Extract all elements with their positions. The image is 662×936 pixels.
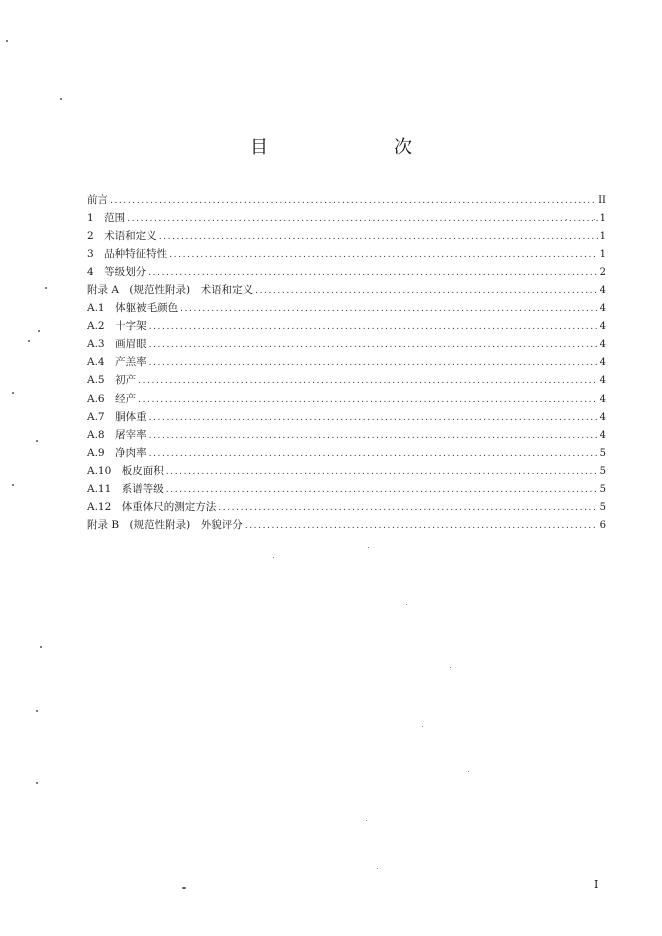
- toc-entry-label: A.4 产羔率: [87, 356, 147, 369]
- scan-speck: [366, 820, 367, 821]
- toc-entry-label: A.2 十字架: [87, 320, 147, 333]
- toc-leader-dots: [149, 409, 598, 427]
- toc-entry: [87, 263, 606, 281]
- toc-entry-page: 4: [599, 321, 606, 333]
- scan-speck: [36, 440, 38, 442]
- toc-entry-page: 5: [599, 501, 606, 513]
- scan-speck: [38, 330, 40, 332]
- scan-speck: [273, 557, 274, 558]
- toc-entry-page: 4: [599, 411, 606, 423]
- toc-entry-page: 5: [599, 447, 606, 459]
- scan-speck: [182, 887, 186, 889]
- toc-entry-page: 4: [599, 429, 606, 441]
- scan-speck: [594, 219, 595, 220]
- toc-entry-page: 5: [599, 483, 606, 495]
- scan-speck: [60, 98, 62, 100]
- toc-entry: [87, 516, 606, 534]
- toc-entry-page: 6: [599, 519, 606, 531]
- toc-entry-page: 1: [599, 249, 606, 261]
- toc-entry: [87, 245, 606, 263]
- toc-entry: [87, 462, 606, 480]
- toc-entry: [87, 335, 606, 353]
- scan-speck: [377, 868, 378, 869]
- toc-entry-label: 4 等级划分: [87, 266, 147, 279]
- toc-entry: [87, 191, 606, 209]
- toc-leader-dots: [255, 282, 598, 300]
- scan-speck: [368, 547, 369, 548]
- toc-entry-page: 1: [599, 213, 606, 225]
- toc-entry-label: A.9 净肉率: [87, 446, 147, 459]
- page-number: I: [594, 878, 599, 891]
- scan-speck: [6, 40, 8, 42]
- page-title: 目 次: [250, 137, 442, 158]
- toc-leader-dots: [180, 300, 598, 318]
- toc-leader-dots: [159, 228, 598, 246]
- table-of-contents: [87, 191, 606, 534]
- toc-entry-label: A.6 经产: [87, 392, 137, 405]
- toc-leader-dots: [169, 246, 597, 264]
- toc-entry-page: 4: [599, 393, 606, 405]
- toc-entry-page: 4: [599, 303, 606, 315]
- toc-entry: [87, 480, 606, 498]
- scan-speck: [36, 782, 38, 784]
- toc-entry: [87, 426, 606, 444]
- toc-entry-label: A.7 胴体重: [87, 410, 147, 423]
- toc-entry: [87, 281, 606, 299]
- toc-entry-label: 3 品种特征特性: [87, 248, 168, 261]
- toc-entry-label: 附录 B (规范性附录) 外貌评分: [87, 518, 243, 531]
- toc-entry-label: 附录 A (规范性附录) 术语和定义: [87, 284, 254, 297]
- scan-speck: [468, 771, 469, 772]
- toc-leader-dots: [218, 499, 597, 517]
- toc-leader-dots: [149, 427, 598, 445]
- toc-entry-label: A.1 体躯被毛颜色: [87, 302, 179, 315]
- toc-entry: [87, 408, 606, 426]
- toc-entry-label: A.8 屠宰率: [87, 428, 147, 441]
- toc-entry: [87, 353, 606, 371]
- toc-leader-dots: [138, 391, 598, 409]
- toc-entry-page: 4: [599, 357, 606, 369]
- toc-entry-label: A.3 画眉眼: [87, 338, 147, 351]
- toc-leader-dots: [148, 264, 597, 282]
- toc-entry-page: 1: [599, 231, 606, 243]
- toc-entry: [87, 371, 606, 389]
- scan-speck: [422, 726, 423, 727]
- toc-entry-label: 1 范围: [87, 212, 126, 225]
- toc-entry-page: 4: [599, 375, 606, 387]
- toc-entry: [87, 444, 606, 462]
- scan-speck: [12, 392, 14, 394]
- toc-entry: [87, 498, 606, 516]
- toc-leader-dots: [127, 210, 597, 228]
- scan-speck: [40, 646, 42, 648]
- toc-entry-label: 2 术语和定义: [87, 230, 157, 243]
- toc-entry: [87, 227, 606, 245]
- toc-entry: [87, 390, 606, 408]
- toc-entry-page: 4: [599, 339, 606, 351]
- toc-leader-dots: [138, 372, 598, 390]
- toc-entry-label: A.11 系谱等级: [87, 482, 164, 495]
- toc-entry: [87, 299, 606, 317]
- toc-leader-dots: [149, 336, 598, 354]
- scan-speck: [12, 484, 14, 486]
- scan-speck: [36, 710, 38, 712]
- toc-entry-label: A.10 板皮面积: [87, 464, 164, 477]
- toc-entry-page: 2: [599, 267, 606, 279]
- toc-leader-dots: [149, 354, 598, 372]
- toc-entry-page: II: [598, 195, 606, 206]
- scan-speck: [28, 340, 30, 342]
- toc-entry-page: 5: [599, 465, 606, 477]
- scan-speck: [45, 287, 47, 289]
- toc-leader-dots: [110, 192, 596, 210]
- toc-leader-dots: [166, 463, 598, 481]
- scan-speck: [450, 667, 451, 668]
- scan-speck: [406, 604, 407, 605]
- toc-leader-dots: [166, 481, 598, 499]
- toc-entry-label: A.12 体重体尺的测定方法: [87, 500, 217, 513]
- toc-entry-label: 前言: [87, 194, 108, 206]
- toc-entry-page: 4: [599, 285, 606, 297]
- toc-leader-dots: [149, 445, 598, 463]
- scan-speck: [566, 219, 567, 220]
- toc-leader-dots: [245, 517, 598, 535]
- toc-entry-label: A.5 初产: [87, 374, 137, 387]
- toc-entry: [87, 209, 606, 227]
- toc-entry: [87, 317, 606, 335]
- toc-leader-dots: [149, 318, 598, 336]
